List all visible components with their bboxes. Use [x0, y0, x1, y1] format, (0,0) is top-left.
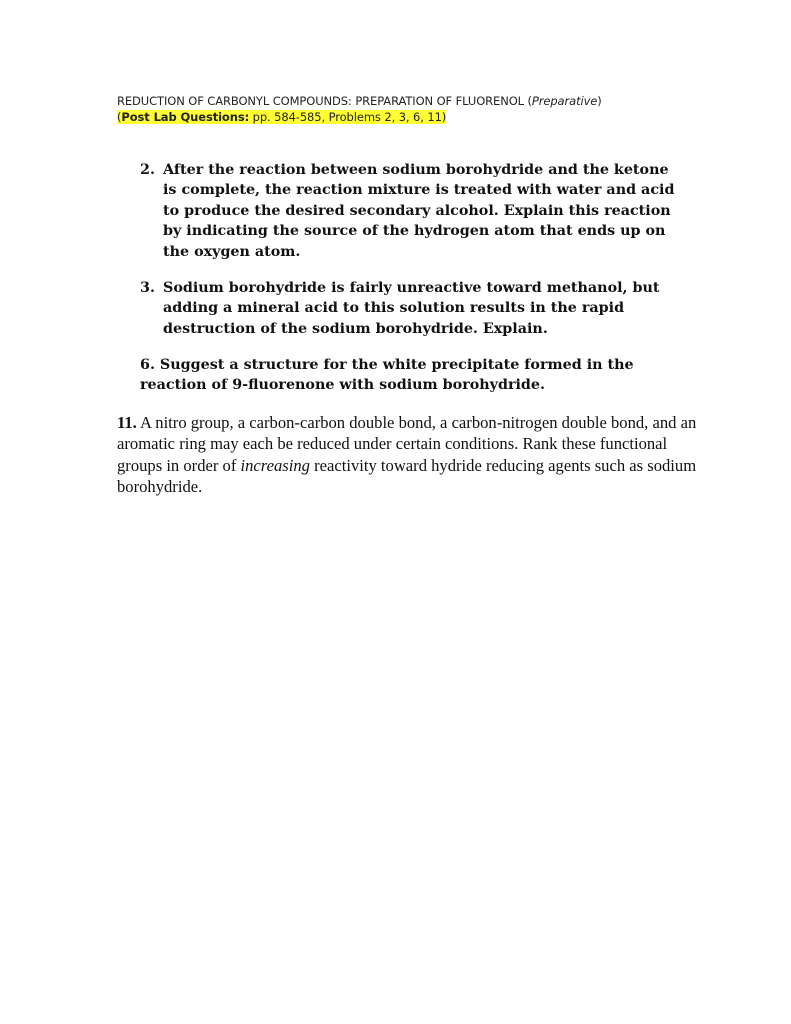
question-11 [117, 412, 697, 498]
header-title-line [117, 93, 737, 109]
question-number: 2. [140, 162, 155, 178]
post-lab-label: Post Lab Questions: [121, 110, 250, 124]
question-item [140, 160, 680, 262]
question-11-emphasis: increasing [240, 455, 310, 475]
header-title: REDUCTION OF CARBONYL COMPOUNDS: PREPARATION OF FLUORENOL ( [117, 94, 532, 108]
question-6-text: 6. Suggest a structure for the white precipitate formed in the reaction of 9-fluorenone with sodium borohydride. [140, 357, 634, 394]
question-11-text-before: A nitro group, a carbon-carbon double bond, a carbon-nitrogen double bond, and an aromatic ring may each be reduced under certain conditions. Rank these functional groups in order of [117, 413, 697, 475]
question-item [140, 278, 680, 339]
question-6 [140, 355, 700, 396]
question-11-text-after: reactivity toward hydride reducing agents such as sodium borohydride. [117, 455, 697, 497]
problems-reference: pp. 584-585, Problems 2, 3, 6, 11) [249, 110, 447, 124]
subline-open: ( [117, 110, 122, 124]
question-text: After the reaction between sodium borohydride and the ketone is complete, the reaction mixture is treated with water and acid to produce the desired secondary alcohol. Explain this reaction by indicating the source of the hydrogen atom that ends up on the oxygen atom. [163, 162, 675, 260]
highlighted-problems [117, 110, 446, 124]
header-title-italic: Preparative [531, 94, 598, 108]
header-title-close: ) [597, 94, 602, 108]
question-number: 3. [140, 280, 155, 297]
question-11-number: 11. [117, 413, 137, 432]
header-subline [117, 109, 737, 125]
question-list [140, 160, 680, 355]
document-header [117, 93, 737, 125]
question-text: Sodium borohydride is fairly unreactive toward methanol, but adding a mineral acid to this solution results in the rapid destruction of the sodium borohydride. Explain. [163, 280, 660, 337]
